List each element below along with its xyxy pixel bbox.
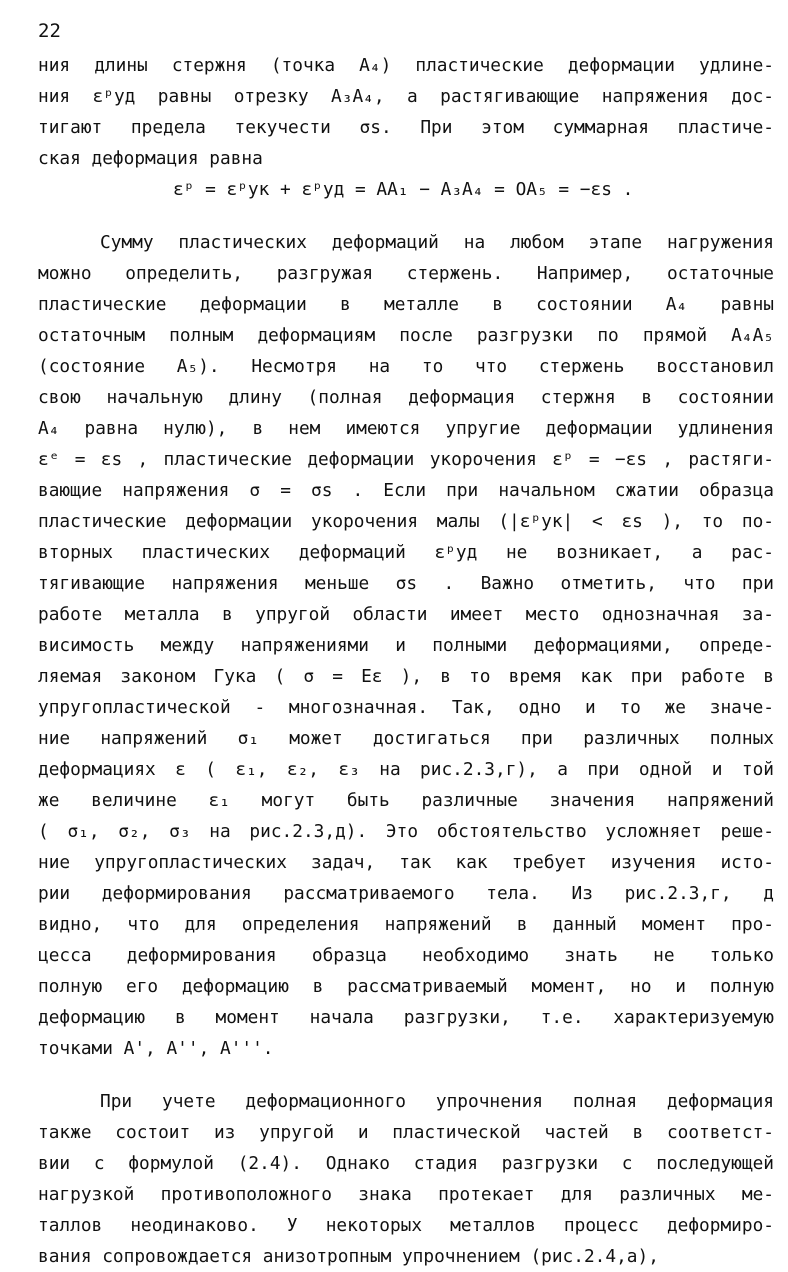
text-line: вторных пластических деформаций εᵖуд не возникает, а рас- xyxy=(38,542,774,563)
text-line: ляемая законом Гука ( σ = Eε ), в то время как при работе в xyxy=(38,666,774,687)
text-line: вания сопровождается анизотропным упрочнением (рис.2.4,а), xyxy=(38,1246,659,1267)
text-line: рии деформирования рассматриваемого тела. Из рис.2.3,г, д xyxy=(38,883,774,904)
text-line: ние напряжений σ₁ может достигаться при различных полных xyxy=(38,728,774,749)
text-line: деформациях ε ( ε₁, ε₂, ε₃ на рис.2.3,г), а при одной и той xyxy=(38,759,774,780)
text-line: εᵉ = εs , пластические деформации укорочения εᵖ = −εs , растяги- xyxy=(38,449,774,470)
text-line: ния длины стержня (точка A₄) пластические деформации удлине- xyxy=(38,55,774,76)
text-line: деформацию в момент начала разгрузки, т.е. характеризуемую xyxy=(38,1007,774,1028)
text-line: остаточным полным деформациям после разгрузки по прямой A₄A₅ xyxy=(38,325,774,346)
text-line: же величине ε₁ могут быть различные значения напряжений xyxy=(38,790,774,811)
text-line: точками A', A'', A'''. xyxy=(38,1038,274,1059)
text-line: работе металла в упругой области имеет место однозначная за- xyxy=(38,604,774,625)
text-line: тягивающие напряжения меньше σs . Важно отметить, что при xyxy=(38,573,774,594)
text-line: ( σ₁, σ₂, σ₃ на рис.2.3,д). Это обстоятельство усложняет реше- xyxy=(38,821,774,842)
paragraph-gap xyxy=(38,205,774,227)
text-line: полную его деформацию в рассматриваемый момент, но и полную xyxy=(38,976,774,997)
text-line: также состоит из упругой и пластической частей в соответст- xyxy=(38,1122,774,1143)
text-line: пластические деформации укорочения малы (|εᵖук| < εs ), то по- xyxy=(38,511,774,532)
text-line: упругопластической - многозначная. Так, одно и то же значе- xyxy=(38,697,774,718)
text-line: таллов неодинаково. У некоторых металлов процесс деформиро- xyxy=(38,1215,774,1236)
text-line: A₄ равна нулю), в нем имеются упругие деформации удлинения xyxy=(38,418,774,439)
text-line: ния εᵖуд равны отрезку A₃A₄, а растягивающие напряжения дос- xyxy=(38,86,774,107)
paragraph-gap xyxy=(38,1064,774,1086)
text-line: Сумму пластических деформаций на любом этапе нагружения xyxy=(100,232,774,253)
text-line: пластические деформации в металле в состоянии A₄ равны xyxy=(38,294,774,315)
equation-line: εᵖ = εᵖук + εᵖуд = AA₁ − A₃A₄ = OA₅ = −εs . xyxy=(173,179,634,200)
text-line: вии с формулой (2.4). Однако стадия разгрузки с последующей xyxy=(38,1153,774,1174)
text-line: ская деформация равна xyxy=(38,148,263,169)
text-line: свою начальную длину (полная деформация стержня в состоянии xyxy=(38,387,774,408)
text-line: (состояние A₅). Несмотря на то что стержень восстановил xyxy=(38,356,774,377)
text-line: ние упругопластических задач, так как требует изучения исто- xyxy=(38,852,774,873)
text-line: При учете деформационного упрочнения полная деформация xyxy=(100,1091,774,1112)
text-line: нагрузкой противоположного знака протекает для различных ме- xyxy=(38,1184,774,1205)
text-line: висимость между напряжениями и полными деформациями, опреде- xyxy=(38,635,774,656)
text-line: можно определить, разгружая стержень. Например, остаточные xyxy=(38,263,774,284)
text-line: цесса деформирования образца необходимо знать не только xyxy=(38,945,774,966)
text-line: тигают предела текучести σs. При этом суммарная пластиче- xyxy=(38,117,774,138)
page-number: 22 xyxy=(38,20,61,42)
text-line: вающие напряжения σ = σs . Если при начальном сжатии образца xyxy=(38,480,774,501)
body-text xyxy=(38,50,774,1272)
text-line: видно, что для определения напряжений в данный момент про- xyxy=(38,914,774,935)
